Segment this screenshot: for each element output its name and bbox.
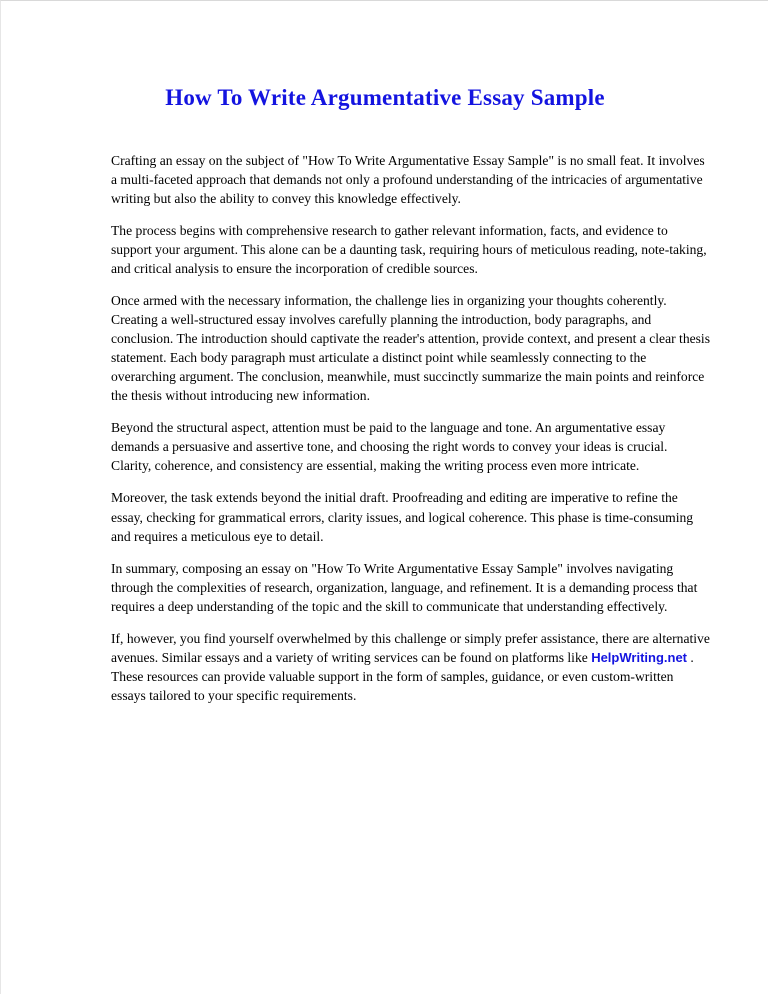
paragraph-7-text-before: If, however, you find yourself overwhelmed by this challenge or simply prefer assistance, there are alternative avenues. Similar essays and a variety of writing services can be found on platforms like xyxy=(111,630,710,665)
document-page xyxy=(1,1,768,995)
paragraph-7 xyxy=(111,629,711,705)
paragraph-6: In summary, composing an essay on "How To Write Argumentative Essay Sample" involves navigating through the complexities of research, organization, language, and refinement. It is a demanding process that requires a deep understanding of the topic and the skill to communicate that understanding effectively. xyxy=(111,560,698,614)
paragraph-4: Beyond the structural aspect, attention must be paid to the language and tone. An argumentative essay demands a persuasive and assertive tone, and choosing the right words to convey your ideas is crucial. Clarity, coherence, and consistency are essential, making the writing process even more intricate. xyxy=(111,420,668,474)
paragraph-7-text-after: . These resources can provide valuable support in the form of samples, guidance, or even custom-written essays tailored to your specific requirements. xyxy=(111,649,694,703)
paragraph-1: Crafting an essay on the subject of "How To Write Argumentative Essay Sample" is no small feat. It involves a multi-faceted approach that demands not only a profound understanding of the intricacies of argumentative writing but also the ability to convey this knowledge effectively. xyxy=(111,153,705,207)
paragraph-3: Once armed with the necessary information, the challenge lies in organizing your thoughts coherently. Creating a well-structured essay involves carefully planning the introduction, body paragraphs, and conclusion. The introduction should captivate the reader's attention, provide context, and present a clear thesis statement. Each body paragraph must articulate a distinct point while seamlessly connecting to the overarching argument. The conclusion, meanwhile, must succinctly summarize the main points and reinforce the thesis without introducing new information. xyxy=(111,293,711,404)
helpwriting-link[interactable]: HelpWriting.net xyxy=(591,649,687,665)
paragraph-5: Moreover, the task extends beyond the initial draft. Proofreading and editing are imperative to refine the essay, checking for grammatical errors, clarity issues, and logical coherence. This phase is time-consuming and requires a meticulous eye to detail. xyxy=(111,490,694,544)
page-title: How To Write Argumentative Essay Sample xyxy=(165,85,605,110)
document-body xyxy=(111,151,711,705)
paragraph-2: The process begins with comprehensive research to gather relevant information, facts, and evidence to support your argument. This alone can be a daunting task, requiring hours of meticulous reading, note-taking, and critical analysis to ensure the incorporation of credible sources. xyxy=(111,223,707,277)
